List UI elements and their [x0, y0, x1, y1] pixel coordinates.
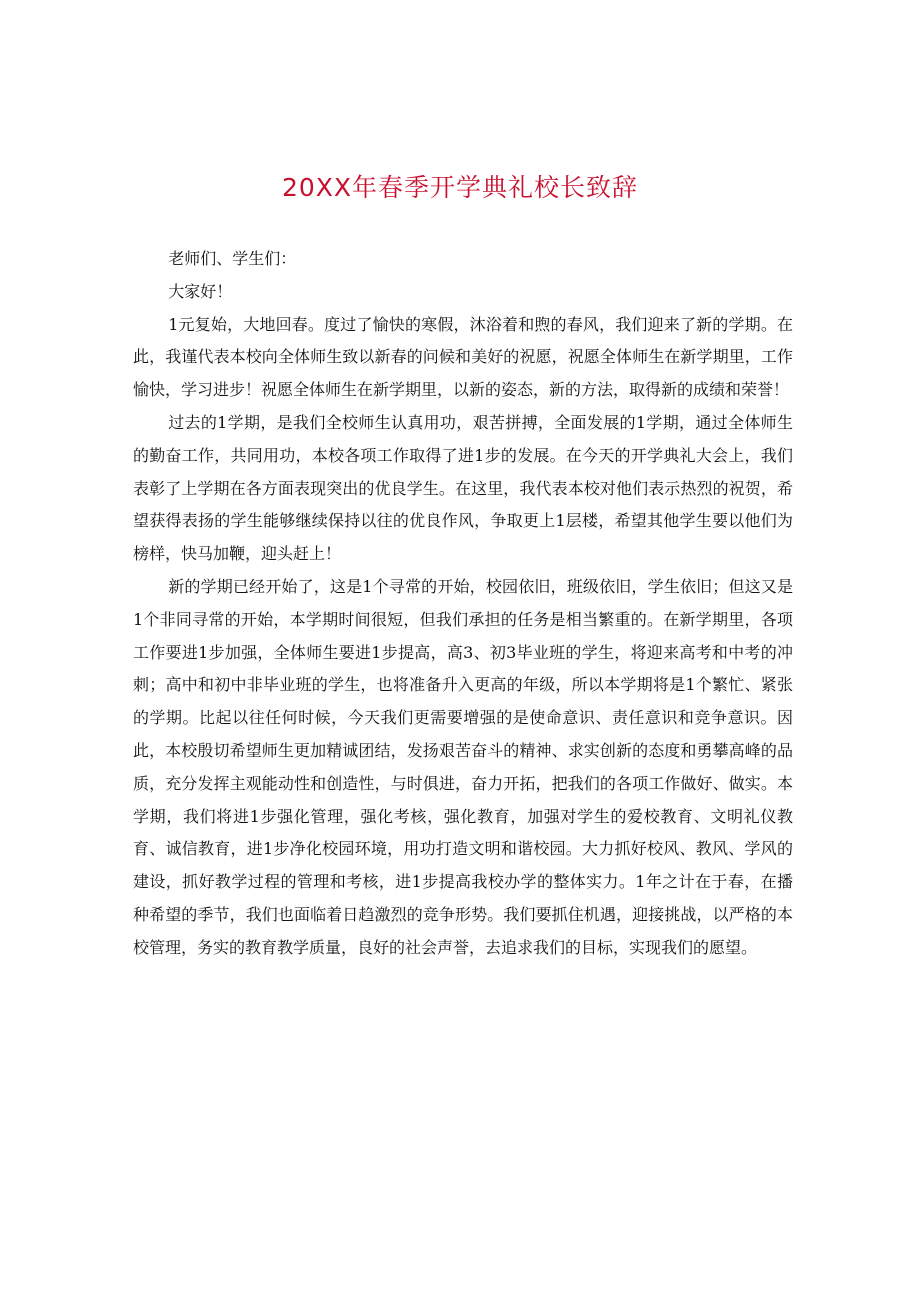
salutation: 老师们、学生们：	[168, 249, 297, 268]
paragraph-1: 1元复始，大地回春。度过了愉快的寒假，沐浴着和煦的春风，我们迎来了新的学期。在此，我谨代表本校向全体师生致以新春的问候和美好的祝愿，祝愿全体师生在新学期里，工作愉快，学习进步！祝愿全体师生在新学期里，以新的姿态，新的方法，取得新的成绩和荣誉！	[133, 314, 793, 400]
document-body	[133, 243, 793, 965]
paragraph-2: 过去的1学期，是我们全校师生认真用功，艰苦拼搏，全面发展的1学期，通过全体师生的勤奋工作，共同用功，本校各项工作取得了进1步的发展。在今天的开学典礼大会上，我们表彰了上学期在各方面表现突出的优良学生。在这里，我代表本校对他们表示热烈的祝贺，希望获得表扬的学生能够继续保持以往的优良作风，争取更上1层楼，希望其他学生要以他们为榜样，快马加鞭，迎头赶上！	[133, 412, 793, 564]
paragraph-3: 新的学期已经开始了，这是1个寻常的开始，校园依旧，班级依旧，学生依旧；但这又是1个非同寻常的开始，本学期时间很短，但我们承担的任务是相当繁重的。在新学期里，各项工作要进1步加强，全体师生要进1步提高，高3、初3毕业班的学生，将迎来高考和中考的冲刺；高中和初中非毕业班的学生，也将准备升入更高的年级，所以本学期将是1个繁忙、紧张的学期。比起以往任何时候，今天我们更需要增强的是使命意识、责任意识和竞争意识。因此，本校殷切希望师生更加精诚团结，发扬艰苦奋斗的精神、求实创新的态度和勇攀高峰的品质，充分发挥主观能动性和创造性，与时俱进，奋力开拓，把我们的各项工作做好、做实。本学期，我们将进1步强化管理，强化考核，强化教育，加强对学生的爱校教育、文明礼仪教育、诚信教育，进1步净化校园环境，用功打造文明和谐校园。大力抓好校风、教风、学风的建设，抓好教学过程的管理和考核，进1步提高我校办学的整体实力。1年之计在于春，在播种希望的季节，我们也面临着日趋激烈的竞争形势。我们要抓住机遇，迎接挑战，以严格的本校管理，务实的教育教学质量，良好的社会声誉，去追求我们的目标，实现我们的愿望。	[133, 576, 793, 957]
document-title: 20XX年春季开学典礼校长致辞	[281, 173, 639, 202]
greeting: 大家好！	[168, 281, 233, 301]
